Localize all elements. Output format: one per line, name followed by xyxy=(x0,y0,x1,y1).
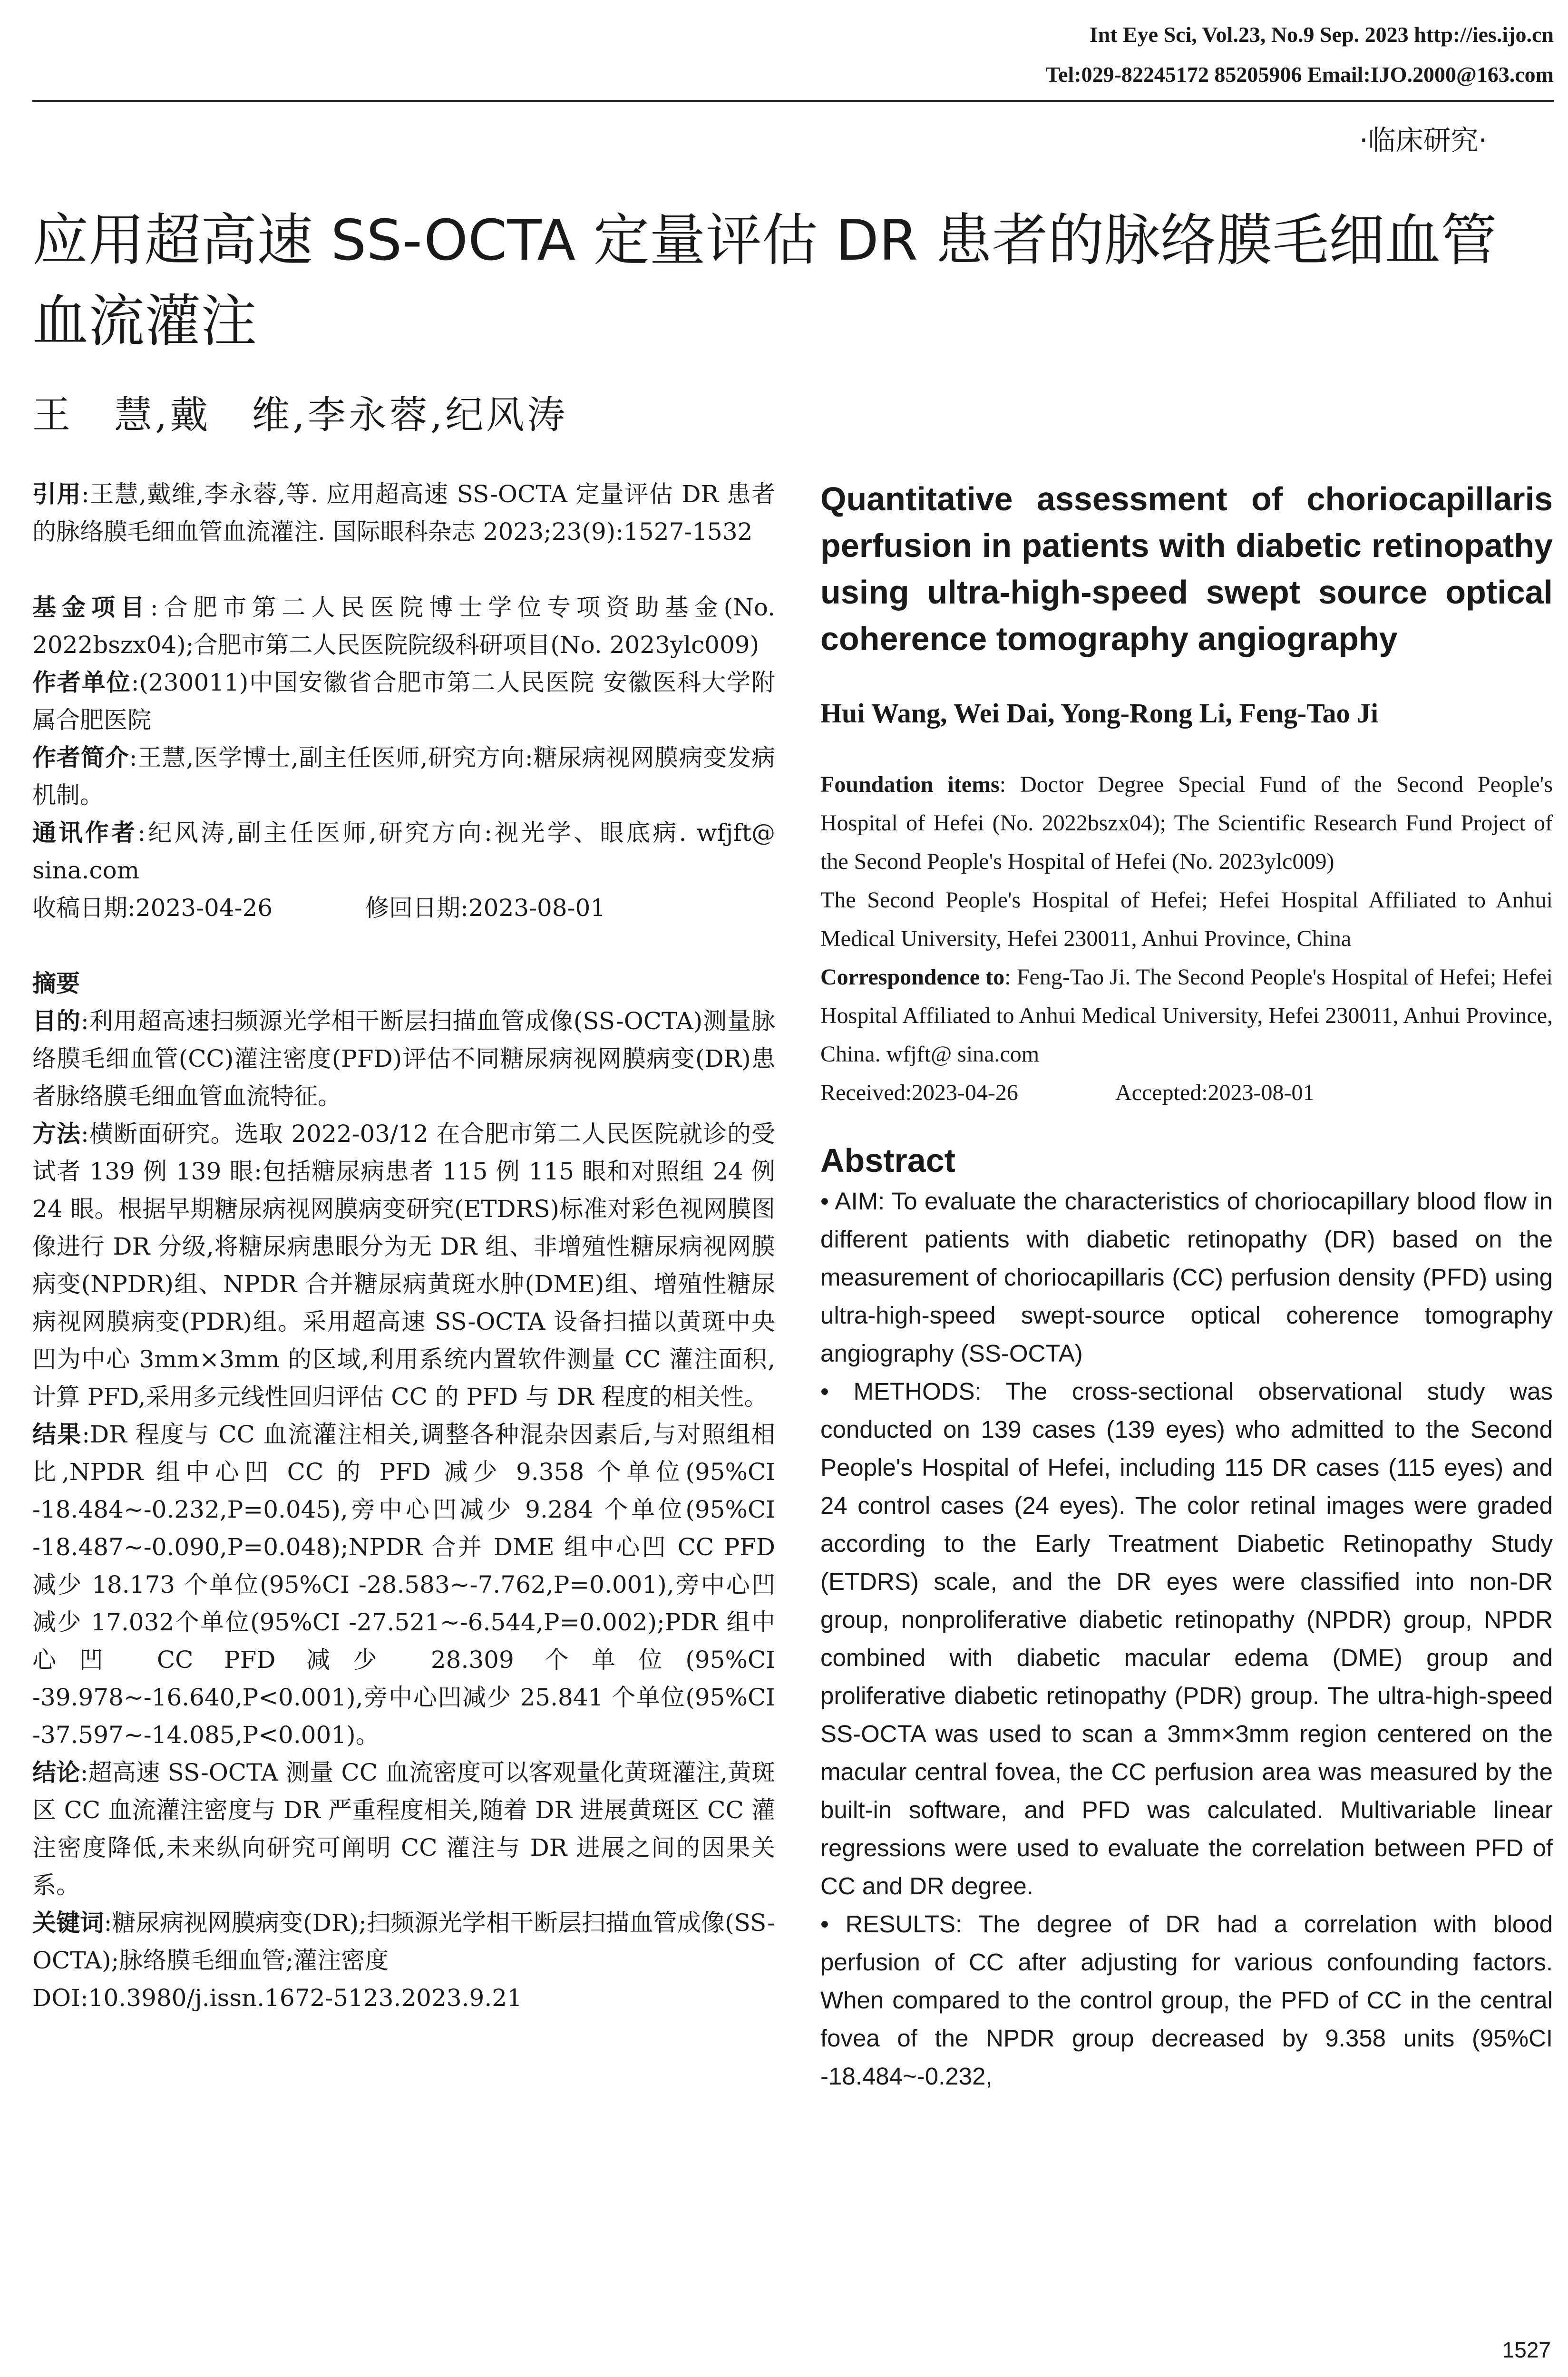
journal-header-line1: Int Eye Sci, Vol.23, No.9 Sep. 2023 http://ies.ijo.cn xyxy=(1089,22,1554,47)
correspondence-en xyxy=(820,958,1553,1073)
methods-cn-label: 方法 xyxy=(32,1120,81,1148)
doi: DOI:10.3980/j.issn.1672-5123.2023.9.21 xyxy=(32,1984,522,2012)
affiliation-cn-label: 作者单位 xyxy=(32,669,131,696)
aim-cn xyxy=(32,1003,775,1115)
correspondence-en-text: : Feng-Tao Ji. The Second People's Hospital of Hefei; Hefei Hospital Affiliated to Anhui Medical University, Hefei 230011, Anhui Province, China. wfjft@ sina.com xyxy=(820,964,1553,1067)
citation-text: :王慧,戴维,李永蓉,等. 应用超高速 SS-OCTA 定量评估 DR 患者的脉络膜毛细血管血流灌注. 国际眼科杂志 2023;23(9):1527-1532 xyxy=(32,480,775,546)
affiliation-cn-text: :(230011)中国安徽省合肥市第二人民医院 安徽医科大学附属合肥医院 xyxy=(32,669,776,734)
section-label: ·临床研究· xyxy=(1359,124,1487,156)
abstract-heading-cn: 摘要 xyxy=(32,970,80,997)
fund-cn-label: 基金项目 xyxy=(32,594,150,621)
results-cn-text: :DR 程度与 CC 血流灌注相关,调整各种混杂因素后,与对照组相比,NPDR 组中心凹 CC 的 PFD 减少 9.358 个单位(95%CI -18.484~-0.232,P=0.045),旁中心凹减少 9.284 个单位(95%CI -18.487~-0.090,P=0.048);NPDR 合并 DME 组中心凹 CC PFD 减少 18.173 个单位(95%CI -28.583~-7.762,P=0.001),旁中心凹减少 17.032个单位(95%CI -27.521~-6.544,P=0.002);PDR 组中心凹 CC PFD 减少 28.309 个单位(95%CI -39.978~-16.640,P<0.001),旁中心凹减少 25.841 个单位(95%CI -37.597~-14.085,P<0.001)。 xyxy=(32,1421,776,1749)
received-cn: 收稿日期:2023-04-26 xyxy=(32,894,273,922)
journal-header-line2: Tel:029-82245172 85205906 Email:IJO.2000@163.com xyxy=(1045,62,1554,87)
fund-cn xyxy=(32,589,775,664)
spacer xyxy=(820,729,1553,765)
dates-en xyxy=(820,1073,1553,1112)
authors-en: Hui Wang, Wei Dai, Yong-Rong Li, Feng-Tao Ji xyxy=(820,698,1379,729)
abstract-heading-en: Abstract xyxy=(820,1142,955,1179)
correspondence-cn-text: :纪风涛,副主任医师,研究方向:视光学、眼底病. wfjft@ sina.com xyxy=(32,819,776,884)
affiliation-en: The Second People's Hospital of Hefei; Hefei Hospital Affiliated to Anhui Medical University, Hefei 230011, Anhui Province, China xyxy=(820,887,1553,951)
keywords-cn-label: 关键词 xyxy=(32,1909,104,1937)
aim-en: • AIM: To evaluate the characteristics of choriocapillary blood flow in different patients with diabetic retinopathy (DR) based on the measurement of choriocapillaris (CC) perfusion density (PFD) using ultra-high-speed swept-source optical coherence tomography angiography (SS-OCTA) xyxy=(820,1188,1553,1367)
bio-cn-label: 作者简介 xyxy=(32,744,129,771)
received-en: Received:2023-04-26 xyxy=(820,1080,1018,1105)
spacer xyxy=(32,927,775,965)
article-title-cn: 应用超高速 SS-OCTA 定量评估 DR 患者的脉络膜毛细血管血流灌注 xyxy=(32,207,1497,354)
results-cn-label: 结果 xyxy=(32,1421,82,1448)
left-column xyxy=(32,476,775,2017)
conclusion-cn-text: :超高速 SS-OCTA 测量 CC 血流密度可以客观量化黄斑灌注,黄斑区 CC 血流灌注密度与 DR 严重程度相关,随着 DR 进展黄斑区 CC 灌注密度降低,未来纵向研究可阐明 CC 灌注与 DR 进展之间的因果关系。 xyxy=(32,1759,776,1899)
aim-cn-label: 目的 xyxy=(32,1007,81,1035)
fund-cn-text: :合肥市第二人民医院博士学位专项资助基金(No. 2022bszx04);合肥市第二人民医院院级科研项目(No. 2023ylc009) xyxy=(32,594,775,659)
methods-cn xyxy=(32,1115,775,1416)
keywords-cn-text: :糖尿病视网膜病变(DR);扫频源光学相干断层扫描血管成像(SS-OCTA);脉络膜毛细血管;灌注密度 xyxy=(32,1909,775,1974)
aim-cn-text: :利用超高速扫频源光学相干断层扫描血管成像(SS-OCTA)测量脉络膜毛细血管(CC)灌注密度(PFD)评估不同糖尿病视网膜病变(DR)患者脉络膜毛细血管血流特征。 xyxy=(32,1007,776,1110)
spacer xyxy=(32,551,775,589)
accepted-en: Accepted:2023-08-01 xyxy=(1115,1080,1315,1105)
conclusion-cn-label: 结论 xyxy=(32,1759,80,1786)
citation-label: 引用 xyxy=(32,480,81,508)
methods-cn-text: :横断面研究。选取 2022-03/12 在合肥市第二人民医院就诊的受试者 139 例 139 眼:包括糖尿病患者 115 例 115 眼和对照组 24 例 24 眼。根据早期糖尿病视网膜病变研究(ETDRS)标准对彩色视网膜图像进行 DR 分级,将糖尿病患眼分为无 DR 组、非增殖性糖尿病视网膜病变(NPDR)组、NPDR 合并糖尿病黄斑水肿(DME)组、增殖性糖尿病视网膜病变(PDR)组。采用超高速 SS-OCTA 设备扫描以黄斑中央凹为中心 3mm×3mm 的区域,利用系统内置软件测量 CC 灌注面积,计算 PFD,采用多元线性回归评估 CC 的 PFD 与 DR 程度的相关性。 xyxy=(32,1120,775,1411)
correspondence-cn-label: 通讯作者 xyxy=(32,819,138,847)
bio-cn-text: :王慧,医学博士,副主任医师,研究方向:糖尿病视网膜病变发病机制。 xyxy=(32,744,776,809)
fund-en-label: Foundation items xyxy=(820,772,1000,797)
right-column xyxy=(820,476,1553,2095)
conclusion-cn xyxy=(32,1754,775,1904)
methods-en: • METHODS: The cross-sectional observational study was conducted on 139 cases (139 eyes) who admitted to the Second People's Hospital of Hefei, including 115 DR cases (115 eyes) and 24 control cases (24 eyes). The color retinal images were graded according to the Early Treatment Diabetic Retinopathy Study (ETDRS) scale, and the DR eyes were classified into non-DR group, nonproliferative diabetic retinopathy (NPDR) group, NPDR combined with diabetic macular edema (DME) group and proliferative diabetic retinopathy (PDR) group. The ultra-high-speed SS-OCTA was used to scan a 3mm×3mm region centered on the macular central fovea, the CC perfusion area was measured by the built-in software, and PFD was calculated. Multivariable linear regressions were used to evaluate the correlation between PFD of CC and DR degree. xyxy=(820,1378,1553,1900)
accepted-cn: 修回日期:2023-08-01 xyxy=(365,894,606,922)
header-divider xyxy=(32,100,1554,102)
correspondence-cn xyxy=(32,814,775,889)
bio-cn xyxy=(32,739,775,814)
affiliation-cn xyxy=(32,664,775,739)
dates-cn xyxy=(32,889,775,927)
authors-cn: 王 慧,戴 维,李永蓉,纪风涛 xyxy=(32,393,568,437)
fund-en-text: : Doctor Degree Special Fund of the Second People's Hospital of Hefei (No. 2022bszx04); The Scientific Research Fund Project of the Second People's Hospital of Hefei (No. 2023ylc009) xyxy=(820,772,1553,874)
article-title-en: Quantitative assessment of choriocapillaris perfusion in patients with diabetic retinopathy using ultra-high-speed swept source optical coherence tomography angiography xyxy=(820,480,1553,657)
results-cn xyxy=(32,1416,775,1754)
correspondence-en-label: Correspondence to xyxy=(820,964,1005,990)
results-en: • RESULTS: The degree of DR had a correlation with blood perfusion of CC after adjusting for various confounding factors. When compared to the control group, the PFD of CC in the central fovea of the NPDR group decreased by 9.358 units (95%CI -18.484~-0.232, xyxy=(820,1910,1553,2090)
keywords-cn xyxy=(32,1904,775,1979)
citation xyxy=(32,476,775,551)
page-number: 1527 xyxy=(1502,2338,1551,2362)
fund-en xyxy=(820,765,1553,881)
